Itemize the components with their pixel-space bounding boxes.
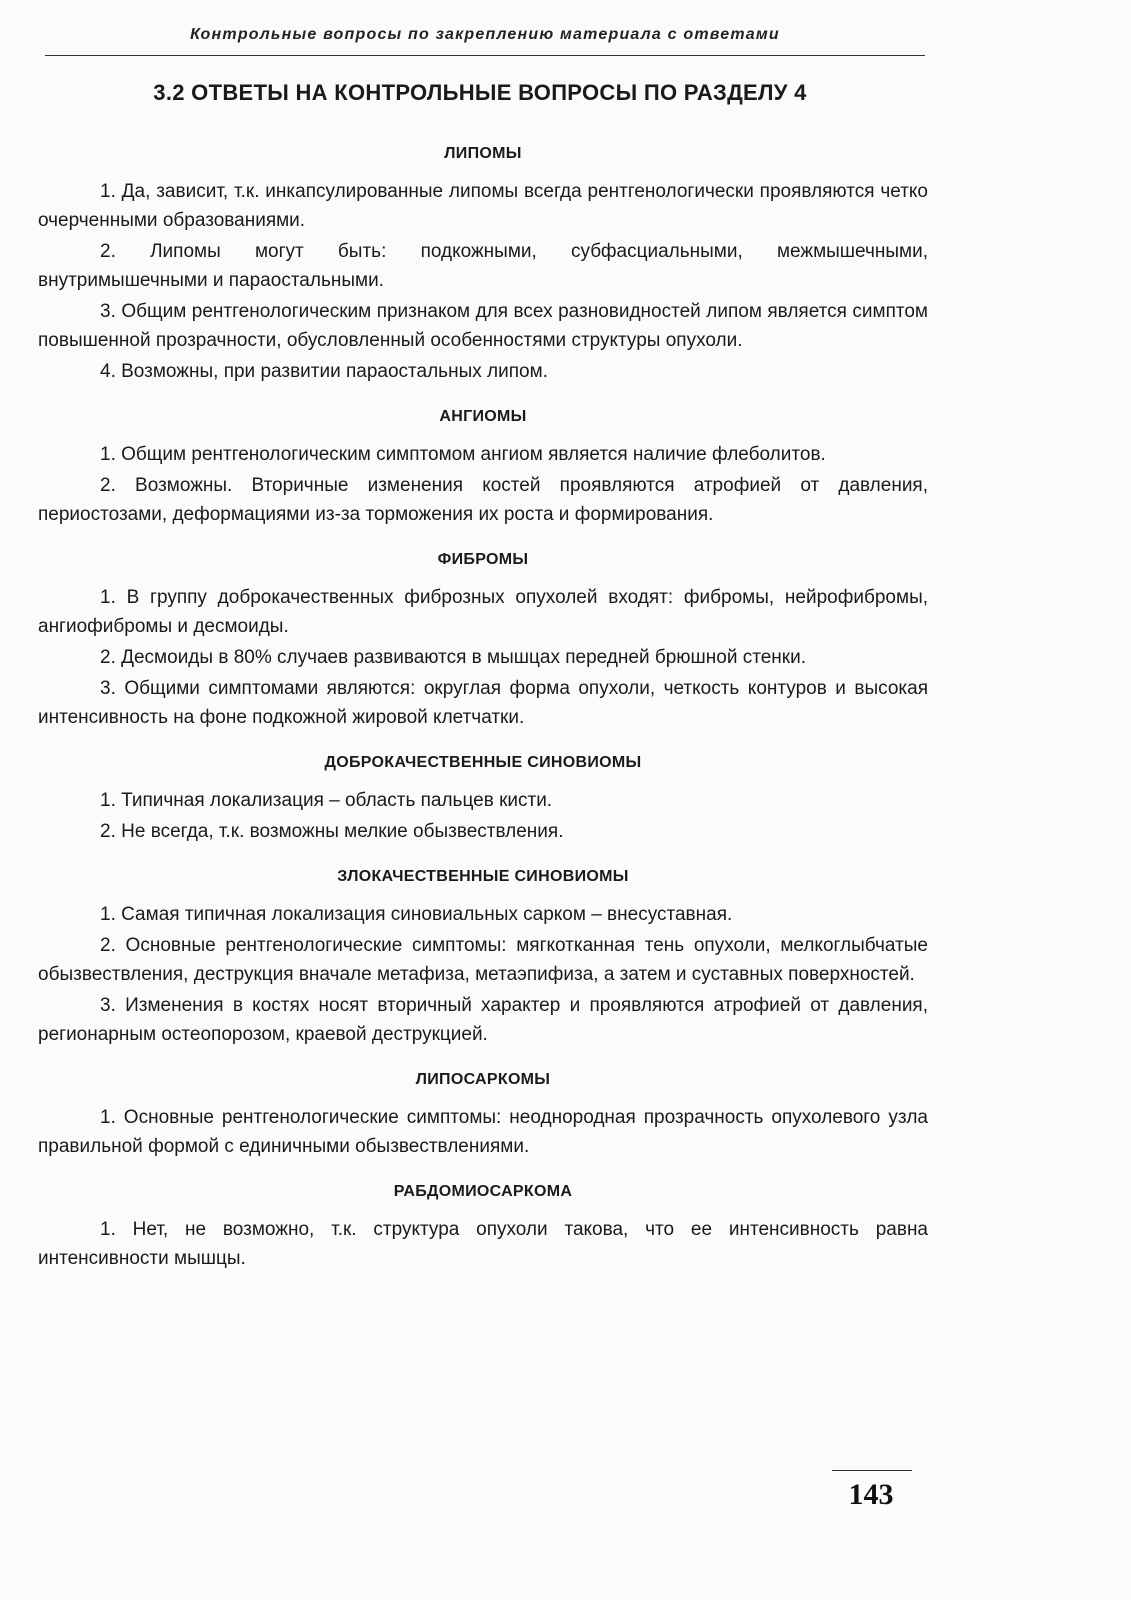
answer-item: 2. Основные рентгенологические симптомы: мягкотканная тень опухоли, мелкоглыбчатые обызвествления, деструкция вначале метафиза, метаэпифиза, а затем и суставных поверхностей. [38,935,928,985]
section-heading: ДОБРОКАЧЕСТВЕННЫЕ СИНОВИОМЫ [324,754,642,771]
answer-item: 1. Основные рентгенологические симптомы: неоднородная прозрачность опухолевого узла правильной формой с единичными обызвествлениями. [38,1107,928,1157]
answer-item: 1. Да, зависит, т.к. инкапсулированные липомы всегда рентгенологически проявляются четко очерченными образованиями. [38,181,928,231]
footer-rule [832,1470,912,1471]
answer-item: 1. Общим рентгенологическим симптомом ангиом является наличие флеболитов. [100,444,826,465]
answers-content [38,145,928,1275]
section-heading: ЛИПОСАРКОМЫ [415,1071,551,1088]
answer-item: 3. Общим рентгенологическим признаком для всех разновидностей липом является симптом повышенной прозрачности, обусловленный особенностями структуры опухоли. [38,301,928,351]
answer-item: 1. В группу доброкачественных фиброзных опухолей входят: фибромы, нейрофибромы, ангиофибромы и десмоиды. [38,587,928,637]
section-heading: АНГИОМЫ [439,408,527,425]
chapter-title: 3.2 ОТВЕТЫ НА КОНТРОЛЬНЫЕ ВОПРОСЫ ПО РАЗДЕЛУ 4 [153,80,807,105]
answer-item: 1. Нет, не возможно, т.к. структура опухоли такова, что ее интенсивность равна интенсивности мышцы. [38,1219,928,1269]
section-rhabdomyosarcoma [38,1183,928,1273]
section-heading: РАБДОМИОСАРКОМА [393,1183,573,1200]
answer-item: 2. Липомы могут быть: подкожными, субфасциальными, межмышечными, внутримышечными и параостальными. [38,241,928,291]
section-fibromas [38,551,928,732]
section-liposarcomas [38,1071,928,1161]
section-benign-synoviomas [38,754,928,846]
answer-item: 4. Возможны, при развитии параостальных липом. [100,361,548,382]
section-heading: ЗЛОКАЧЕСТВЕННЫЕ СИНОВИОМЫ [337,868,629,885]
answer-item: 2. Не всегда, т.к. возможны мелкие обызвествления. [100,821,564,842]
header-rule [45,55,925,56]
answer-item: 1. Типичная локализация – область пальцев кисти. [100,790,553,811]
section-malignant-synoviomas [38,868,928,1049]
running-header: Контрольные вопросы по закреплению материала с ответами [190,26,780,43]
answer-item: 2. Десмоиды в 80% случаев развиваются в мышцах передней брюшной стенки. [100,647,806,668]
answer-item: 1. Самая типичная локализация синовиальных сарком – внесуставная. [100,904,733,925]
section-heading: ФИБРОМЫ [437,551,529,568]
page-number: 143 [848,1478,894,1511]
section-angiomas [38,408,928,529]
answer-item: 3. Изменения в костях носят вторичный характер и проявляются атрофией от давления, регионарным остеопорозом, краевой деструкцией. [38,995,928,1045]
section-lipomas [38,145,928,386]
section-heading: ЛИПОМЫ [444,145,522,162]
answer-item: 3. Общими симптомами являются: округлая форма опухоли, четкость контуров и высокая интенсивность на фоне подкожной жировой клетчатки. [38,678,928,728]
answer-item: 2. Возможны. Вторичные изменения костей проявляются атрофией от давления, периостозами, деформациями из-за торможения их роста и формирования. [38,475,928,525]
